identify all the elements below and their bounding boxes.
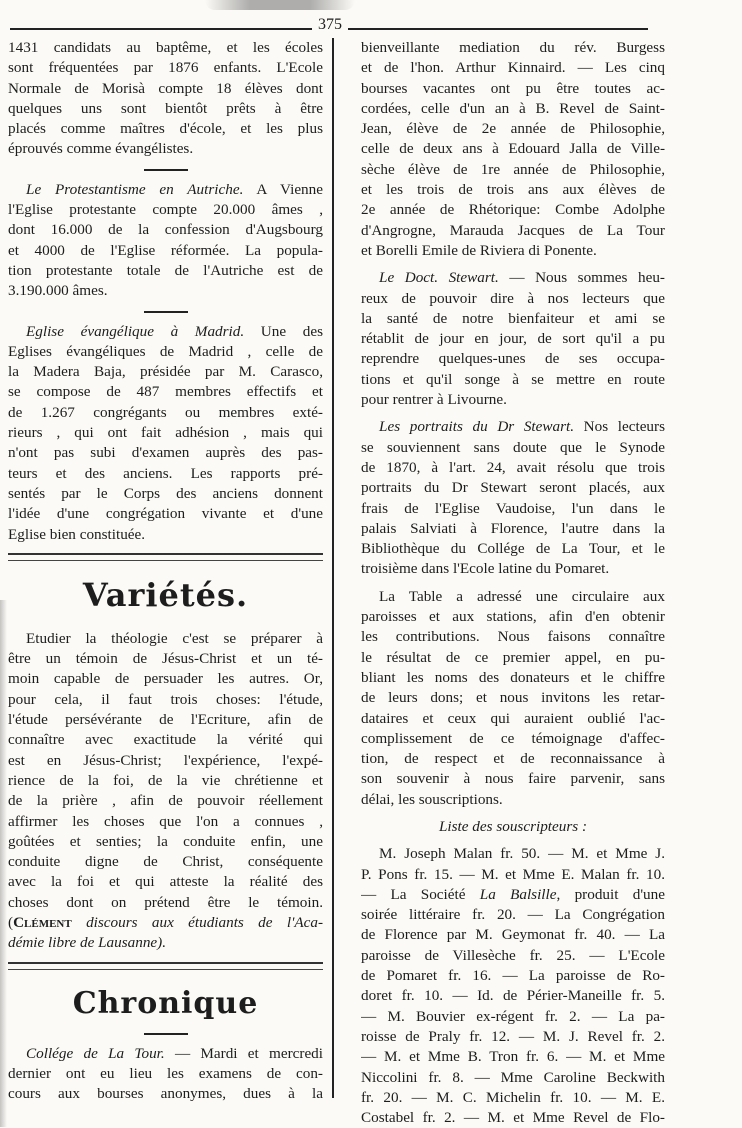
text-line: l'Eglise protestante compte 20.000 âmes , — [8, 201, 323, 219]
citation-line — [8, 933, 323, 953]
text-line: de la prière , afin de pouvoir réellement — [8, 792, 323, 810]
paragraph-stewart — [361, 268, 665, 410]
citation-text: démie libre de Lausanne). — [8, 934, 167, 952]
text-line: cours aux bourses anonymes, dues à la — [8, 1085, 323, 1103]
text-line: Bibliothèque du Collége de La Tour, et le — [361, 540, 665, 558]
text-run: Une des — [244, 322, 323, 340]
text-line: 1431 candidats au baptême, et les écoles — [8, 39, 323, 56]
text-line: paroisse de Villesèche fr. 25. — L'Ecole — [361, 946, 665, 964]
text-line: Niccolini fr. 8. — Mme Caroline Beckwith — [361, 1068, 665, 1086]
header-rule-right — [348, 28, 648, 30]
text-line — [361, 885, 665, 905]
text-line: bienveillante mediation du rév. Burgess — [361, 39, 665, 56]
text-line: et 4000 de l'Eglise réformée. La popula- — [8, 241, 323, 259]
text-line: se compose de 487 membres effectifs et — [8, 383, 323, 401]
text-line — [361, 417, 665, 437]
text-line: reprendre quelques-unes de ses occupa- — [361, 350, 665, 368]
text-line: Jean, élève de 2e année de Philosophie, — [361, 120, 665, 138]
paragraph-gap — [361, 837, 665, 844]
citation-line — [8, 913, 323, 933]
text-line: placés comme maîtres d'école, et les plus — [8, 120, 323, 138]
section-title: Le Doct. Stewart. — [379, 269, 499, 287]
text-run: Nos lecteurs — [574, 418, 665, 436]
text-line: 2e année de Rhétorique: Combe Adolphe — [361, 201, 665, 219]
separator — [144, 1033, 188, 1035]
text-line: bliant les noms des donateurs et le chiffre — [361, 668, 665, 686]
page-number: 375 — [318, 16, 342, 33]
text-line: l'idée d'une congrégation vivante et d'une — [8, 505, 323, 523]
text-line: pour cela, il faut trois choses: l'étude, — [8, 690, 323, 708]
list-heading — [361, 817, 665, 837]
text-line: goûtées et senties; la conduite enfin, une — [8, 832, 323, 850]
paragraph-gap — [361, 410, 665, 417]
ink-smudge — [205, 0, 355, 10]
text-line: cordées, celle d'un an à B. Revel de Saint- — [361, 99, 665, 117]
section-title: Collége de La Tour. — [26, 1044, 165, 1062]
citation-text: discours aux étudiants de l'Aca- — [71, 913, 323, 931]
text-line: délai, les souscriptions. — [361, 790, 503, 808]
text-line — [8, 322, 323, 342]
text-line: son souvenir à nous faire parvenir, sans — [361, 770, 665, 788]
text-run: — Nous sommes heu- — [498, 269, 665, 287]
text-line: Eglise bien constituée. — [8, 525, 146, 543]
text-line: reux de pouvoir dire à nos lecteurs que — [361, 289, 665, 307]
text-run: , produit d'une — [556, 885, 665, 903]
text-line: sont fréquentées par 1876 enfants. L'Ecole — [8, 59, 323, 77]
text-line: pour rentrer à Livourne. — [361, 391, 507, 409]
separator — [144, 311, 188, 313]
text-line: se souviennent sans doute que le Synode — [361, 438, 665, 456]
text-line: d'Angrogne, Marauda Jacques de La Tour — [361, 221, 665, 239]
text-line: de Florence par M. Geymonat fr. 40. — La — [361, 926, 665, 944]
paragraph-bourses — [361, 38, 665, 261]
text-line: de 1870, à l'art. 24, avait résolu que trois — [361, 458, 665, 476]
section-title: Le Protestantisme en Autriche. — [26, 180, 244, 198]
text-line: fr. 20. — M. C. Michelin fr. 10. — M. E. — [361, 1088, 665, 1106]
text-line: être un témoin de Jésus-Christ et un té- — [8, 650, 323, 668]
text-line: P. Pons fr. 15. — M. et Mme E. Malan fr. 10. — [361, 865, 665, 883]
paragraph-table-circulaire — [361, 587, 665, 810]
text-line: tion protestante totale de l'Autriche est de — [8, 261, 323, 279]
text-line: conduite digne de Christ, conséquente — [8, 853, 323, 871]
text-line: 3.190.000 âmes. — [8, 282, 108, 300]
text-line: — M. et Mme B. Tron fr. 6. — M. et Mme — [361, 1048, 665, 1066]
text-line: n'ont pas subi d'examen auprès des pas- — [8, 444, 323, 462]
paragraph-missions — [8, 38, 323, 160]
header-rule-left — [10, 28, 312, 30]
text-line: doret fr. 10. — Id. de Périer-Maneille fr. 5. — [361, 987, 665, 1005]
text-line: M. Joseph Malan fr. 50. — M. et Mme J. — [379, 845, 665, 863]
text-line: rience de la foi, de la vie chrétienne et — [8, 771, 323, 789]
list-heading-text: Liste des souscripteurs : — [438, 817, 588, 835]
text-line: rétablit de jour en jour, de sort qu'il a pu — [361, 330, 665, 348]
subscribers-list — [361, 844, 665, 1128]
text-line: de leurs dons; et nous invitons les retar- — [361, 689, 665, 707]
paragraph-college — [8, 1044, 323, 1105]
left-column — [8, 38, 323, 1104]
page-edge-shadow — [0, 600, 7, 1127]
text-line: la santé de notre bienfaiteur et ami se — [361, 309, 665, 327]
text-line — [8, 180, 323, 200]
paragraph-gap — [361, 580, 665, 587]
text-line — [361, 268, 665, 288]
text-run: — La Société — [361, 885, 480, 903]
text-line: roisse de Praly fr. 12. — M. J. Revel fr. 2. — [361, 1027, 665, 1045]
paragraph-gap — [361, 261, 665, 268]
section-rule — [8, 962, 323, 970]
text-line: teurs et des anciens. Les rapports pré- — [8, 464, 323, 482]
text-line: sèche élève de 1re année de Philosophie, — [361, 160, 665, 178]
text-line: quelques uns sont bientôt prêts à être — [8, 99, 323, 117]
text-line: sentés par le Corps des anciens donnent — [8, 484, 323, 502]
text-line: connaître avec exactitude la vérité qui — [8, 731, 323, 749]
text-line: La Table a adressé une circulaire aux — [379, 587, 665, 605]
text-line: et les trois de trois ans aux élèves de — [361, 181, 665, 199]
text-line: Etudier la théologie c'est se préparer à — [26, 629, 323, 647]
paragraph-theologie — [8, 629, 323, 954]
section-title: Eglise évangélique à Madrid. — [26, 322, 245, 340]
section-title: Les portraits du Dr Stewart. — [379, 418, 575, 436]
text-line: les contributions. Nous faisons connaître — [361, 628, 665, 646]
text-line: l'étude persévérante de l'Ecriture, afin de — [8, 711, 323, 729]
text-line: Eglises évangéliques de Madrid , celle de — [8, 342, 323, 360]
right-column — [361, 38, 665, 1128]
text-line: complissement de ce témoignage d'affec- — [361, 729, 665, 747]
paragraph-portraits — [361, 417, 665, 579]
text-line — [8, 1044, 323, 1064]
text-run: ( — [8, 913, 14, 931]
section-rule — [8, 553, 323, 561]
section-heading-varietes: Variétés. — [82, 575, 249, 614]
text-line: est en Jésus-Christ; l'expérience, l'expé- — [8, 751, 323, 769]
text-line: de Pomaret fr. 16. — La paroisse de Ro- — [361, 967, 665, 985]
text-line: Normale de Morisà compte 18 élèves dont — [8, 79, 323, 97]
text-line: tions et qu'il songe à se mettre en route — [361, 370, 665, 388]
text-line: dataires et ceux qui auraient oublié l'ac- — [361, 709, 665, 727]
text-line: la Madera Baja, présidée par M. Carasco, — [8, 363, 323, 381]
text-line: Costabel fr. 2. — M. et Mme Revel de Flo- — [361, 1109, 665, 1127]
text-line: frais de l'Eglise Vaudoise, l'un dans le — [361, 499, 665, 517]
text-line: le résultat de ce premier appel, en pu- — [361, 648, 665, 666]
text-line: celle de deux ans à Edouard Jalla de Ville- — [361, 140, 665, 158]
text-line: avec la foi et qui atteste la réalité des — [8, 873, 323, 891]
text-line: affirmer les choses que l'on a connues , — [8, 812, 323, 830]
text-line: — M. Bouvier ex-régent fr. 2. — La pa- — [361, 1007, 665, 1025]
paragraph-gap — [361, 810, 665, 817]
text-line: rieurs , qui ont fait adhésion , mais qui — [8, 424, 323, 442]
text-line: soirée littéraire fr. 20. — La Congrégation — [361, 906, 665, 924]
paragraph-autriche — [8, 180, 323, 302]
separator — [144, 169, 188, 171]
text-line: moin capable de persuader les autres. Or, — [8, 670, 323, 688]
column-divider — [332, 38, 334, 1098]
text-line: éprouvés comme évangélistes. — [8, 140, 194, 158]
paragraph-madrid — [8, 322, 323, 545]
text-line: dont 16.000 de la confession d'Augsbourg — [8, 221, 323, 239]
text-line: et Borelli Emile de Riviera di Ponente. — [361, 241, 597, 259]
section-heading-chronique: Chronique — [72, 985, 259, 1021]
text-run: — Mardi et mercredi — [164, 1044, 323, 1062]
text-line: troisième dans l'Ecole latine du Pomaret. — [361, 560, 610, 578]
text-line: dernier ont eu lieu les examens de con- — [8, 1064, 323, 1082]
text-line: palais Salviati à Florence, l'autre dans la — [361, 519, 665, 537]
text-line: de 1.267 congrégants ou membres exté- — [8, 403, 323, 421]
citation-author: Clément — [13, 913, 72, 931]
text-line: portraits du Dr Stewart seront placés, aux — [361, 479, 665, 497]
text-line: tion, de respect et de reconnaissance à — [361, 750, 665, 768]
text-run: A Vienne — [243, 180, 323, 198]
society-name: La Balsille — [479, 885, 557, 903]
text-line: et de l'hon. Arthur Kinnaird. — Les cinq — [361, 59, 665, 77]
text-line: choses dont on prétend être le témoin. — [8, 893, 323, 911]
text-line: bourses vacantes ont pu être toutes ac- — [361, 79, 665, 97]
text-line: paroisses et aux stations, afin d'en obtenir — [361, 608, 665, 626]
